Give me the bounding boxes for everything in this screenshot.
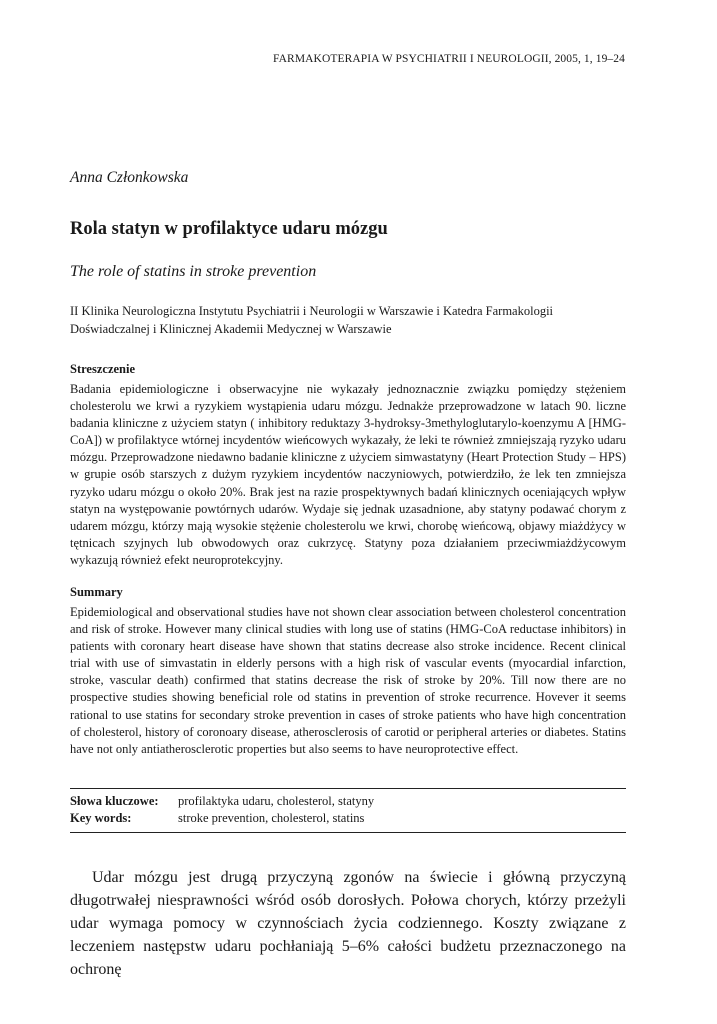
keywords-top-rule bbox=[70, 788, 626, 789]
summary-text: Epidemiological and observational studies have not shown clear association between cholesterol concentration and risk of stroke. However many clinical studies with long use of statins (HMG-CoA reductase inhibitors) in patients with coronary heart disease have shown that statins decrease also stroke incidence. Recent clinical trial with use of simvastatin in elderly persons with a high risk of vascular events (myocardial infarction, stroke, vascular death) confirmed that statins decrease the risk of stroke by 20%. Till now there are no prospective studies showing beneficial role od statins in prevention of stroke recurrence. Hovever it seems rational to use statins for secondary stroke prevention in cases of stroke patients who have high concentration of cholesterol, history of coronoary disease, atherosclerosis of carotid or peripheral arteries or diabetes. Statins have not only antiatherosclerotic properties but also seems to have neuroprotective effect. bbox=[70, 605, 626, 756]
author-name: Anna Członkowska bbox=[70, 169, 189, 186]
summary-heading: Summary bbox=[70, 585, 123, 599]
keywords-english-label: Key words: bbox=[70, 811, 132, 825]
keywords-english-value: stroke prevention, cholesterol, statins bbox=[178, 811, 365, 825]
running-header: FARMAKOTERAPIA W PSYCHIATRII I NEUROLOGII, 2005, 1, 19–24 bbox=[273, 53, 625, 65]
article-title-english: The role of statins in stroke prevention bbox=[70, 263, 317, 280]
keywords-polish-label: Słowa kluczowe: bbox=[70, 794, 159, 808]
article-title-polish: Rola statyn w profilaktyce udaru mózgu bbox=[70, 219, 388, 239]
keywords-english-row bbox=[70, 811, 364, 826]
keywords-polish-row bbox=[70, 794, 374, 809]
keywords-bottom-rule bbox=[70, 832, 626, 833]
streszczenie-heading: Streszczenie bbox=[70, 362, 136, 376]
author-affiliation: II Klinika Neurologiczna Instytutu Psychiatrii i Neurologii w Warszawie i Katedra Farmakologii Doświadczalnej i Klinicznej Akademii Medycznej w Warszawie bbox=[70, 304, 554, 336]
keywords-polish-value: profilaktyka udaru, cholesterol, statyny bbox=[178, 794, 375, 808]
streszczenie-text: Badania epidemiologiczne i obserwacyjne nie wykazały jednoznacznie związku pomiędzy stężeniem cholesterolu we krwi a ryzykiem wystąpienia udaru mózgu. Jednakże przeprowadzone w latach 90. liczne badania kliniczne z użyciem statyn ( inhibitory reduktazy 3-hydroksy-3methyloglutarylo-koenzymu A [HMG-CoA]) w profilaktyce wtórnej incydentów wieńcowych wykazały, że leki te również zmniejszają ryzyko udaru mózgu. Przeprowadzone niedawno badanie kliniczne z użyciem simwastatyny (Heart Protection Study – HPS) w grupie osób starszych z dużym ryzykiem incydentów naczyniowych, potwierdziło, że lek ten zmniejsza ryzyko udaru mózgu o około 20%. Brak jest na razie prospektywnych badań klinicznych oceniających wpływ statyn na występowanie powtórnych udarów. Wydaje się jednak uzasadnione, aby statyny podawać chorym z udarem mózgu, którzy mają wysokie stężenie cholesterolu we krwi, chorobę wieńcową, objawy miażdżycy w tętnicach szyjnych lub obwodowych oraz cukrzycę. Statyny poza działaniem przeciwmiażdżycowym wykazują również efekt neuroprotekcyjny. bbox=[70, 382, 626, 567]
body-paragraph: Udar mózgu jest drugą przyczyną zgonów na świecie i główną przyczyną długotrwałej niesprawności wśród osób dorosłych. Połowa chorych, którzy przeżyli udar wymaga pomocy w czynnościach życia codziennego. Koszty związane z leczeniem następstw udaru pochłaniają 5–6% całości budżetu przeznaczonego na ochronę bbox=[70, 869, 626, 978]
